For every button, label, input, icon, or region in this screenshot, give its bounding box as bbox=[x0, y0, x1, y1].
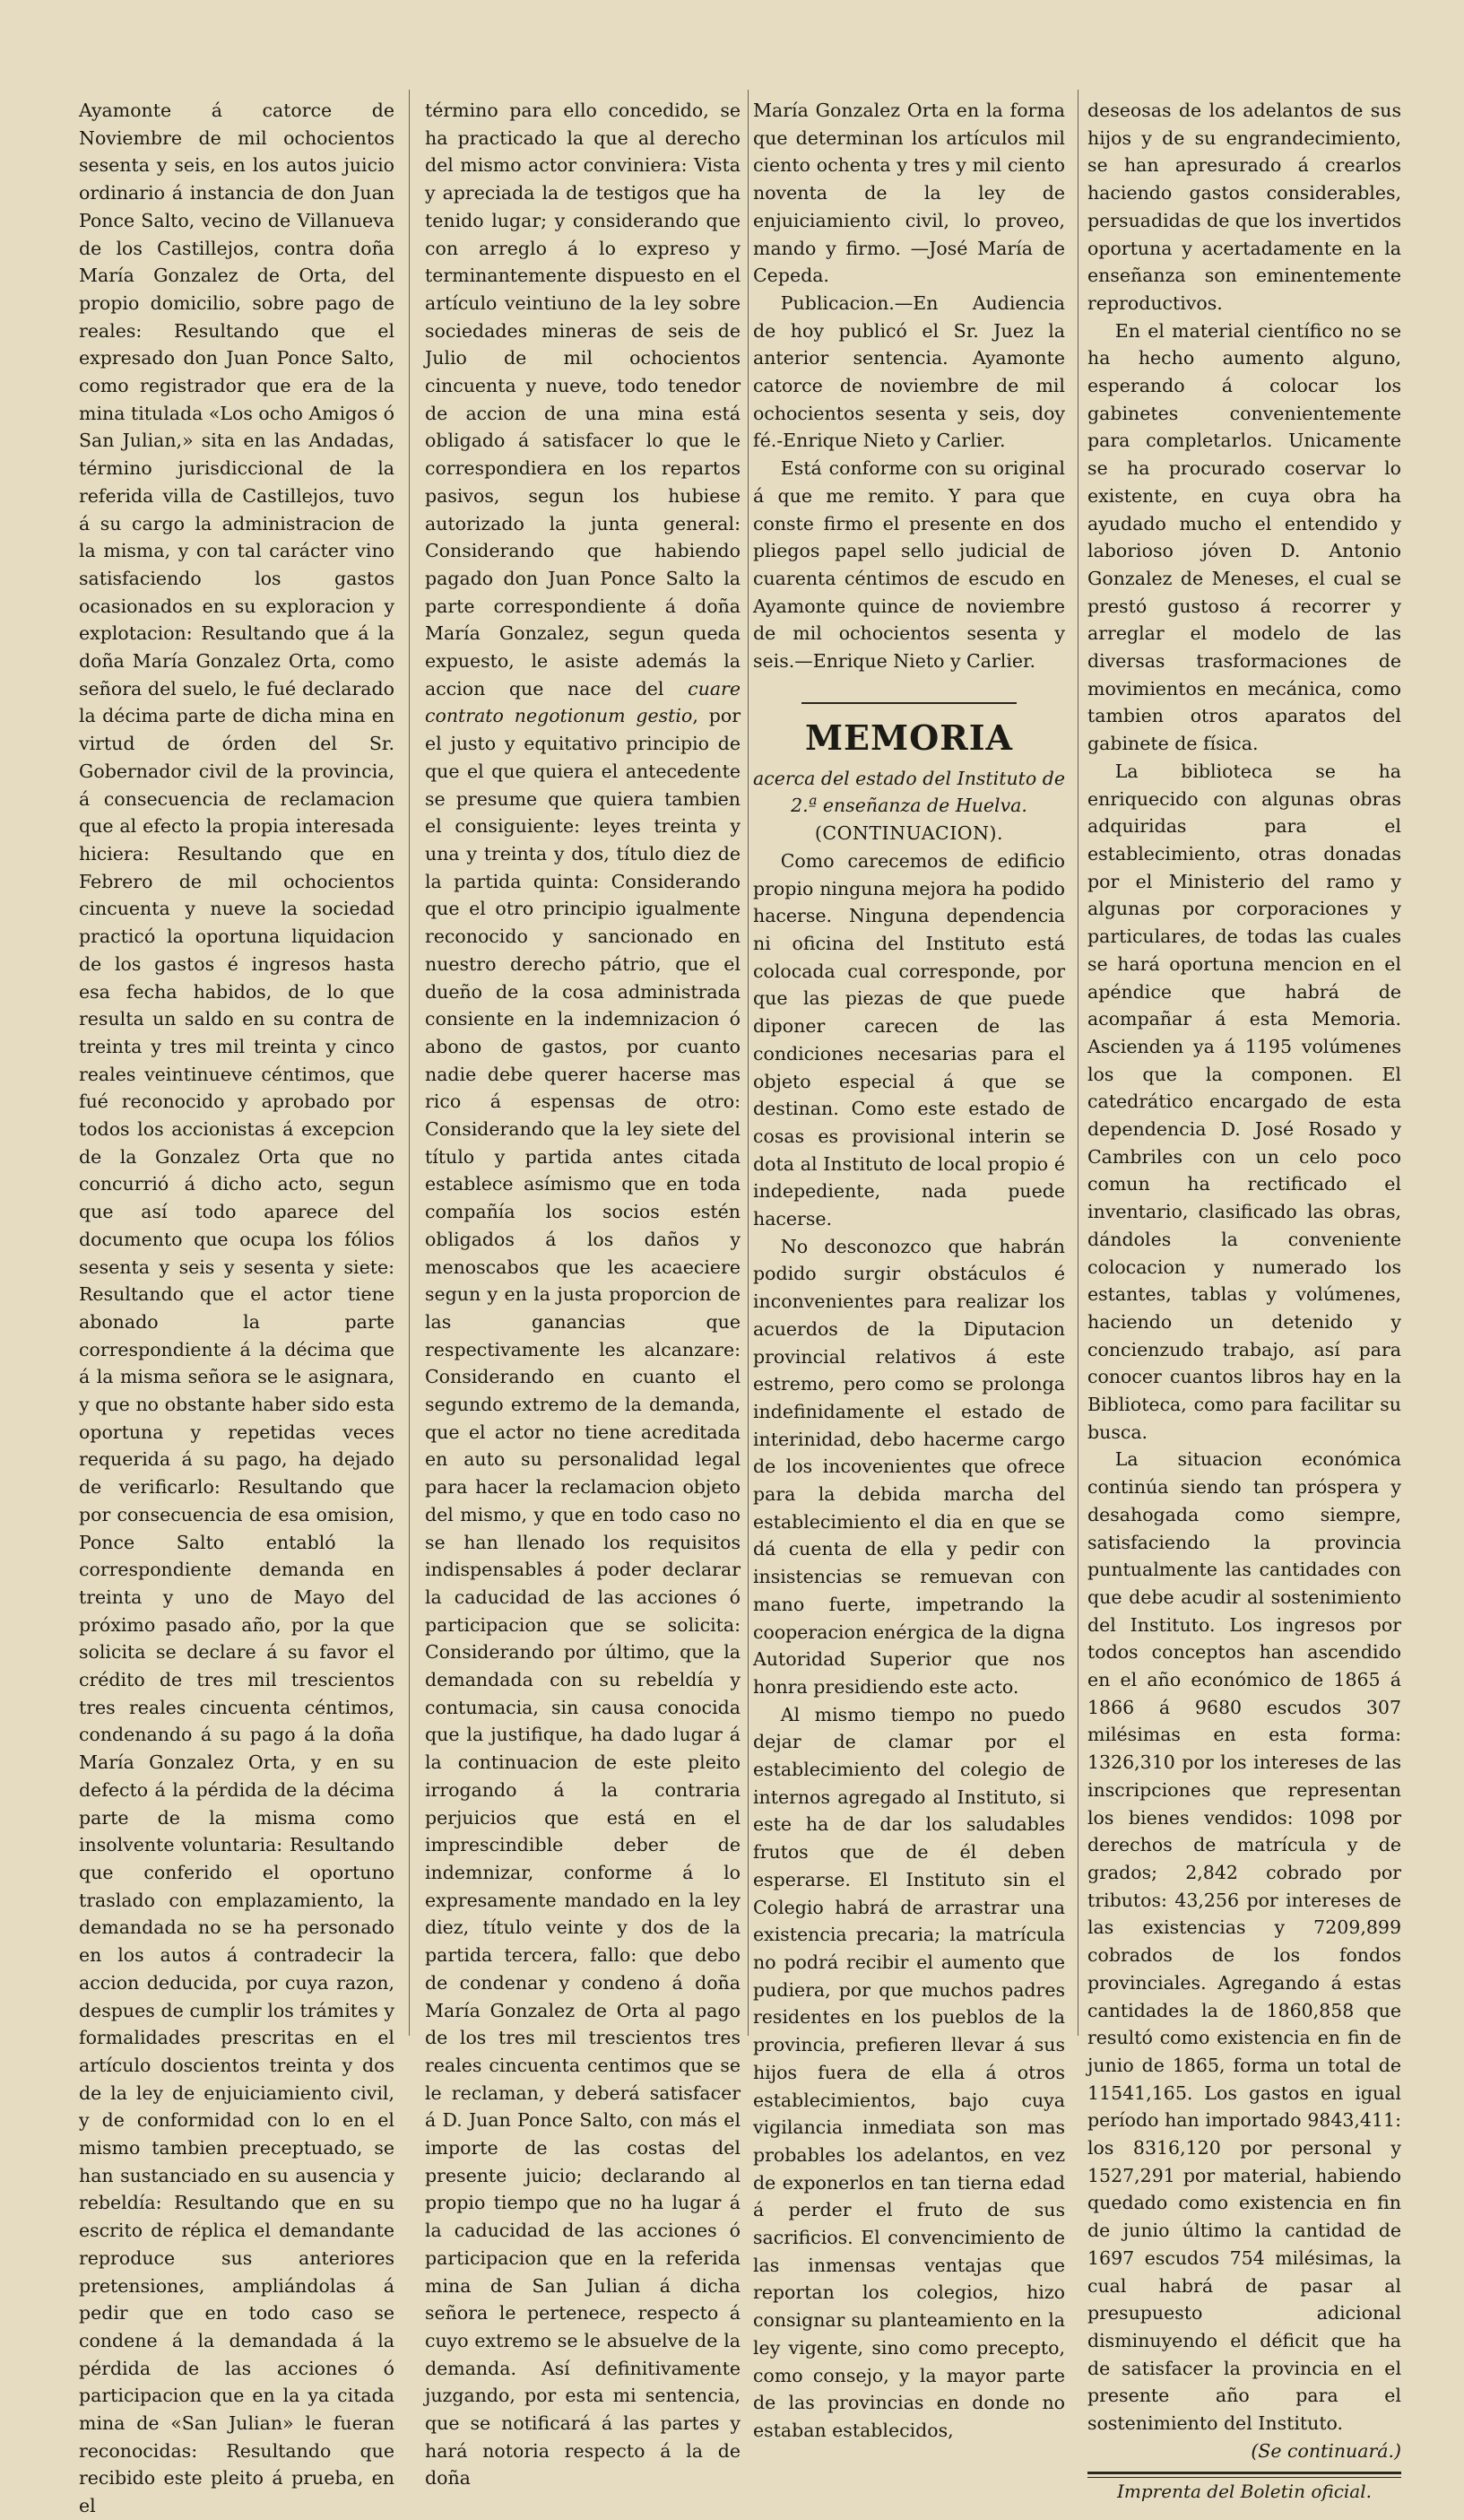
footer-rule-thin bbox=[1087, 2477, 1401, 2478]
column-separator bbox=[1078, 90, 1079, 2036]
ruling-end: María Gonzalez Orta en la forma que determinan los artículos mil ciento ochenta y tres y mil ciento noventa de la ley de enjuiciamiento civil, lo proveo, mando y firmo. —José María de Cepeda. bbox=[753, 100, 1065, 287]
to-be-continued: (Se continuará.) bbox=[1251, 2439, 1401, 2462]
column-3 bbox=[753, 97, 1066, 2441]
memoria-paragraph: La biblioteca se ha enriquecido con algunas obras adquiridas para el establecimiento, otras donadas por el Ministerio del ramo y algunas por corporaciones y particulares, de todas las cuales se hará oportuna mencion en el apéndice que habrá de acompañar á esta Memoria. Ascienden ya á 1195 volúmenes los que la componen. El catedrático encargado de esta dependencia D. José Rosado y Cambriles con un celo poco comun ha rectificado el inventario, clasificado las obras, dándoles la conveniente colocacion y numerado los estantes, tablas y volúmenes, haciendo un detenido y concienzudo trabajo, así para conocer cuantos libros hay en la Biblioteca, como para facilitar su busca. bbox=[1087, 760, 1401, 1443]
memoria-paragraph: La situacion económica continúa siendo tan próspera y desahogada como siempre, satisfaciendo la provincia puntualmente las cantidades con que debe acudir al sostenimiento del Instituto. Los ingresos por todos conceptos han ascendido en el año económico de 1865 á 1866 á 9680 escudos 307 milésimas en esta forma: 1326,310 por los intereses de las inscripciones que representan los bienes vendidos: 1098 por derechos de matrícula y de grados; 2,842 cobrado por tributos: 43,256 por intereses de las existencias y 7209,899 cobrados de los fondos provinciales. Agregando á estas cantidades la de 1860,858 que resultó como existencia en fin de junio de 1865, forma un total de 11541,165. Los gastos en igual período han importado 9843,411: los 8316,120 por personal y 1527,291 por material, habiendo quedado como existencia en fin de junio último la cantidad de 1697 escudos 754 milésimas, la cual habrá de pasar al presupuesto adicional disminuyendo el déficit que ha de satisfacer la provincia en el presente año para el sostenimiento del Instituto. bbox=[1087, 1448, 1401, 2435]
memoria-paragraph: deseosas de los adelantos de sus hijos y de su engrandecimiento, se han apresurado á crearlos haciendo gastos considerables, persuadidas de que los invertidos oportuna y acertadamente en la enseñanza son eminentemente reproductivos. bbox=[1087, 100, 1401, 314]
printer-imprint: Imprenta del Boletin oficial. bbox=[1117, 2481, 1372, 2503]
memoria-paragraph: En el material científico no se ha hecho aumento alguno, esperando á colocar los gabinetes convenientemente para completarlos. Unicamente se ha procurado coservar lo existente, en cuya obra ha ayudado mucho el entendido y laborioso jóven D. Antonio Gonzalez de Meneses, el cual se prestó gustoso á recorrer y arreglar el modelo de las diversas trasformaciones de movimientos en mecánica, como tambien otros aparatos del gabinete de física. bbox=[1087, 319, 1401, 755]
latin-phrase: cuare contrato negotionum gestio bbox=[425, 677, 741, 727]
court-ruling-text: Ayamonte á catorce de Noviembre de mil ochocientos sesenta y seis, en los autos juicio ordinario á instancia de don Juan Ponce Salto, vecino de Villanueva de los Castillejos, contra doña María Gonzalez de Orta, del propio domicilio, sobre pago de reales: Resultando que el expresado don Juan Ponce Salto, como registrador que era de la mina titulada «Los ocho Amigos ó San Julian,» sita en las Andadas, término jurisdiccional de la referida villa de Castillejos, tuvo á su cargo la administracion de la misma, y con tal carácter vino satisfaciendo los gastos ocasionados en su exploracion y explotacion: Resultando que á la doña María Gonzalez Orta, como señora del suelo, le fué declarado la décima parte de dicha mina en virtud de órden del Sr. Gobernador civil de la provincia, á consecuencia de reclamacion que al efecto la propia interesada hiciera: Resultando que en Febrero de mil ochocientos cincuenta y nueve la sociedad practicó la oportuna liquidacion de los gastos é ingresos hasta esa fecha habidos, de lo que resulta un saldo en su contra de treinta y tres mil treinta y cinco reales veintinueve céntimos, que fué reconocido y aprobado por todos los accionistas á excepcion de la Gonzalez Orta que no concurrió á dicho acto, segun que así todo aparece del documento que ocupa los fólios sesenta y seis y sesenta y siete: Resultando que el actor tiene abonado la parte correspondiente á la décima que á la misma señora se le asignara, y que no obstante haber sido esta oportuna y repetidas veces requerida á su pago, ha dejado de verificarlo: Resultando que por consecuencia de esa omision, Ponce Salto entabló la correspondiente demanda en treinta y uno de Mayo del próximo pasado año, por la que solicita se declare á su favor el crédito de tres mil trescientos tres reales cincuenta céntimos, condenando á su pago á la doña María Gonzalez Orta, y en su defecto á la pérdida de la décima parte de la misma como insolvente voluntaria: Resultando que conferido el oportuno traslado con emplazamiento, la demandada no se ha personado en los autos á contradecir la accion deducida, por cuya razon, despues de cumplir los trámites y formalidades prescritas en el artículo doscientos treinta y dos de la ley de enjuiciamiento civil, y de conformidad con lo en el mismo tambien preceptuado, se han sustanciado en su ausencia y rebeldía: Resultando que en su escrito de réplica el demandante reproduce sus anteriores pretensiones, ampliándolas á pedir que en todo caso se condene á la demandada á la pérdida de las acciones ó participacion que en la ya citada mina de «San Julian» le fueran reconocidas: Resultando que recibido este pleito á prueba, en el bbox=[79, 100, 394, 2517]
column-2 bbox=[425, 97, 741, 2490]
memoria-paragraph: Al mismo tiempo no puedo dejar de clamar por el establecimiento del colegio de internos agregado al Instituto, si este ha de dar los saludables frutos que de él deben esperarse. El Instituto sin el Colegio habrá de arrastrar una existencia precaria; la matrícula no podrá recibir el aumento que pudiera, por que muchos padres residentes en los pueblos de la provincia, prefieren llevar á sus hijos fuera de ella á otros establecimientos, bajo cuya vigilancia inmediata son mas probables los adelantos, en vez de exponerlos en tan tierna edad á perder el fruto de sus sacrificios. El convencimiento de las inmensas ventajas que reportan los colegios, hizo consignar su planteamiento en la ley vigente, sino como precepto, como consejo, y la mayor parte de las provincias en donde no estaban establecidos, bbox=[753, 1703, 1065, 2441]
continuation-note: (CONTINUACION). bbox=[814, 822, 1004, 845]
column-separator bbox=[748, 90, 749, 2036]
column-4 bbox=[1087, 97, 1401, 2503]
column-1 bbox=[79, 97, 394, 2517]
memoria-paragraph: No desconozco que habrán podido surgir obstáculos é inconvenientes para realizar los acuerdos de la Diputacion provincial relativos á este estremo, pero como se prolonga indefinidamente el estado de interinidad, debo hacerme cargo de los incovenientes que ofrece para la debida marcha del establecimiento el dia en que se dá cuenta de ella y pedir con insistencias se remuevan con mano fuerte, impetrando la cooperacion enérgica de la digna Autoridad Superior que nos honra presidiendo este acto. bbox=[753, 1235, 1065, 1698]
memoria-paragraph: Como carecemos de edificio propio ninguna mejora ha podido hacerse. Ninguna dependencia ni oficina del Instituto está colocada cual corresponde, por que las piezas de que puede diponer carecen de las condiciones necesarias para el objeto especial á que se destinan. Como este estado de cosas es provisional interin se dota al Instituto de local propio é indepediente, nada puede hacerse. bbox=[753, 849, 1065, 1230]
footer-rule bbox=[1087, 2472, 1401, 2474]
column-separator bbox=[409, 90, 410, 2036]
article-title: MEMORIA bbox=[804, 717, 1014, 758]
court-ruling-continuation: término para ello concedido, se ha practicado la que al derecho del mismo actor conviniera: Vista y apreciada la de testigos que ha tenido lugar; y considerando que con arreglo á lo expreso y terminantemente dispuesto en el artículo veintiuno de la ley sobre sociedades mineras de seis de Julio de mil ochocientos cincuenta y nueve, todo tenedor de accion de una mina está obligado á satisfacer lo que le correspondiera en los repartos pasivos, segun los hubiese autorizado la junta general: Considerando que habiendo pagado don Juan Ponce Salto la parte correspondiente á doña María Gonzalez, segun queda expuesto, le asiste además la accion que nace del cuare contrato negotionum gestio, por el justo y equitativo principio de que el que quiera el antecedente se presume que quiera tambien el consiguiente: leyes treinta y una y treinta y dos, título diez de la partida quinta: Considerando que el otro principio igualmente reconocido y sancionado en nuestro derecho pátrio, que el dueño de la cosa administrada consiente en la indemnizacion ó abono de gastos, por cuanto nadie debe querer hacerse mas rico á espensas de otro: Considerando que la ley siete del título y partida antes citada establece asímismo que en toda compañía los socios estén obligados á los daños y menoscabos que les acaeciere segun y en la justa proporcion de las ganancias que respectivamente les alcanzare: Considerando en cuanto el segundo extremo de la demanda, que el actor no tiene acreditada en auto su personalidad legal para hacer la reclamacion objeto del mismo, y que en todo caso no se han llenado los requisitos indispensables á poder declarar la caducidad de las acciones ó participacion que se solicita: Considerando por último, que la demandada con su rebeldía y contumacia, sin causa conocida que la justifique, ha dado lugar á la continuacion de este pleito irrogando á la contraria perjuicios que está en el imprescindible deber de indemnizar, conforme á lo expresamente mandado en la ley diez, título veinte y dos de la partida tercera, fallo: que debo de condenar y condeno á doña María Gonzalez de Orta al pago de los tres mil trescientos tres reales cincuenta centimos que se le reclaman, y deberá satisfacer á D. Juan Ponce Salto, con más el importe de las costas del presente juicio; declarando al propio tiempo que no ha lugar á la caducidad de las acciones ó participacion que en la referida mina de San Julian á dicha señora le pertenece, respecto á cuyo extremo se le absuelve de la demanda. Así definitivamente juzgando, por esta mi sentencia, que se notificará á las partes y hará notoria respecto á la de doña bbox=[425, 100, 741, 2490]
article-subtitle: acerca del estado del Instituto de 2.ª enseñanza de Huelva. bbox=[753, 767, 1066, 817]
section-divider bbox=[801, 702, 1017, 704]
publicacion-paragraph: Publicacion.—En Audiencia de hoy publicó el Sr. Juez la anterior sentencia. Ayamonte catorce de noviembre de mil ochocientos sesenta y seis, doy fé.-Enrique Nieto y Carlier. bbox=[753, 291, 1065, 452]
conforme-paragraph: Está conforme con su original á que me remito. Y para que conste firmo el presente en dos pliegos papel sello judicial de cuarenta céntimos de escudo en Ayamonte quince de noviembre de mil ochocientos sesenta y seis.—Enrique Nieto y Carlier. bbox=[753, 457, 1065, 673]
